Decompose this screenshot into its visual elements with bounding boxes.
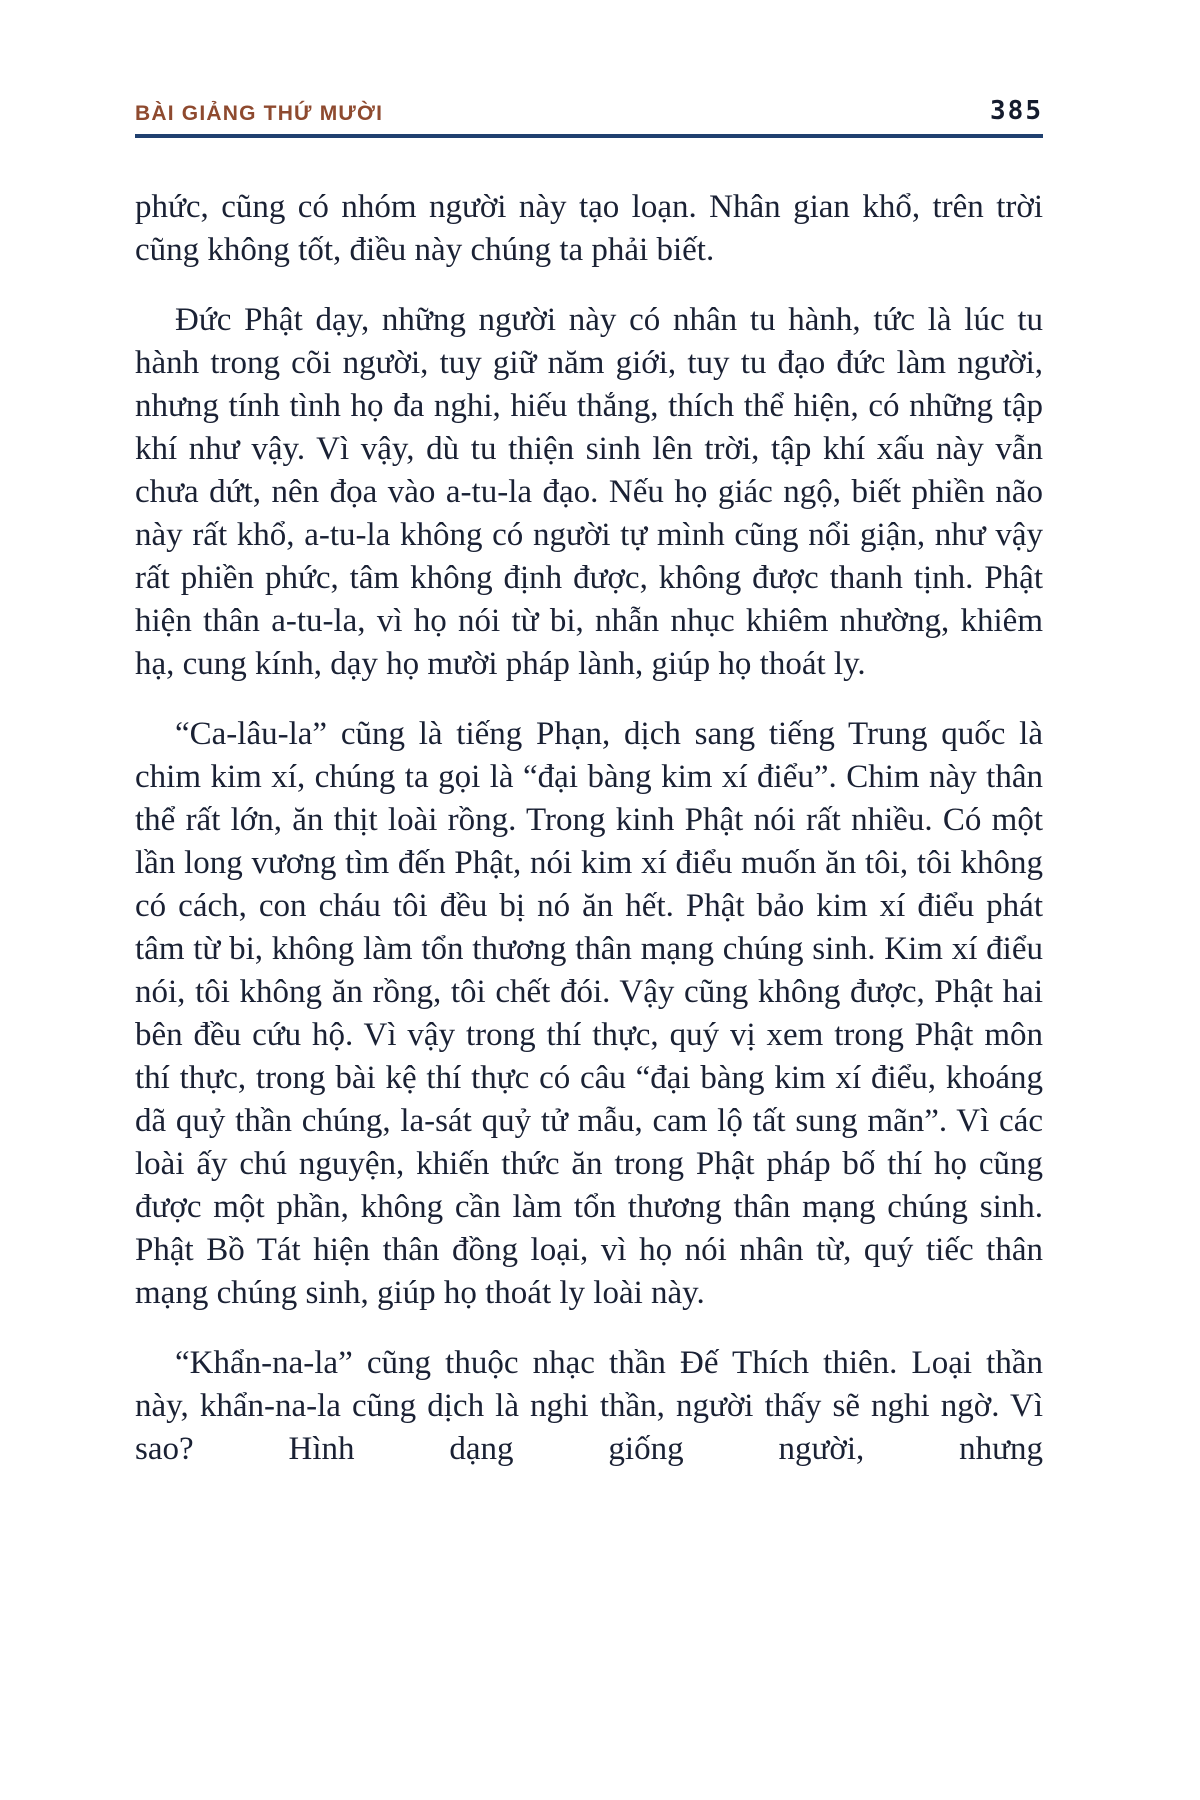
paragraph: phức, cũng có nhóm người này tạo loạn. Nhân gian khổ, trên trời cũng không tốt, điều này chúng ta phải biết. [135, 189, 1043, 268]
page-header [135, 98, 1043, 124]
running-header-title: BÀI GIẢNG THỨ MƯỜI [135, 102, 384, 125]
paragraph: Đức Phật dạy, những người này có nhân tu hành, tức là lúc tu hành trong cõi người, tuy giữ năm giới, tuy tu đạo đức làm người, nhưng tính tình họ đa nghi, hiếu thắng, thích thể hiện, có những tập khí như vậy. Vì vậy, dù tu thiện sinh lên trời, tập khí xấu này vẫn chưa dứt, nên đọa vào a-tu-la đạo. Nếu họ giác ngộ, biết phiền não này rất khổ, a-tu-la không có người tự mình cũng nổi giận, như vậy rất phiền phức, tâm không định được, không được thanh tịnh. Phật hiện thân a-tu-la, vì họ nói từ bi, nhẫn nhục khiêm nhường, khiêm hạ, cung kính, dạy họ mười pháp lành, giúp họ thoát ly. [135, 302, 1043, 682]
header-divider-rule [135, 134, 1043, 138]
paragraph: “Khẩn-na-la” cũng thuộc nhạc thần Đế Thích thiên. Loại thần này, khẩn-na-la cũng dịch là nghi thần, người thấy sẽ nghi ngờ. Vì sao? Hình dạng giống người, nhưng [135, 1345, 1043, 1467]
page-number: 385 [990, 96, 1043, 126]
page-body [135, 186, 1043, 1471]
paragraph: “Ca-lâu-la” cũng là tiếng Phạn, dịch sang tiếng Trung quốc là chim kim xí, chúng ta gọi là “đại bàng kim xí điểu”. Chim này thân thể rất lớn, ăn thịt loài rồng. Trong kinh Phật nói rất nhiều. Có một lần long vương tìm đến Phật, nói kim xí điểu muốn ăn tôi, tôi không có cách, con cháu tôi đều bị nó ăn hết. Phật bảo kim xí điểu phát tâm từ bi, không làm tổn thương thân mạng chúng sinh. Kim xí điểu nói, tôi không ăn rồng, tôi chết đói. Vậy cũng không được, Phật hai bên đều cứu hộ. Vì vậy trong thí thực, quý vị xem trong Phật môn thí thực, trong bài kệ thí thực có câu “đại bàng kim xí điểu, khoáng dã quỷ thần chúng, la-sát quỷ tử mẫu, cam lộ tất sung mãn”. Vì các loài ấy chú nguyện, khiến thức ăn trong Phật pháp bố thí họ cũng được một phần, không cần làm tổn thương thân mạng chúng sinh. Phật Bồ Tát hiện thân đồng loại, vì họ nói nhân từ, quý tiếc thân mạng chúng sinh, giúp họ thoát ly loài này. [135, 716, 1043, 1311]
